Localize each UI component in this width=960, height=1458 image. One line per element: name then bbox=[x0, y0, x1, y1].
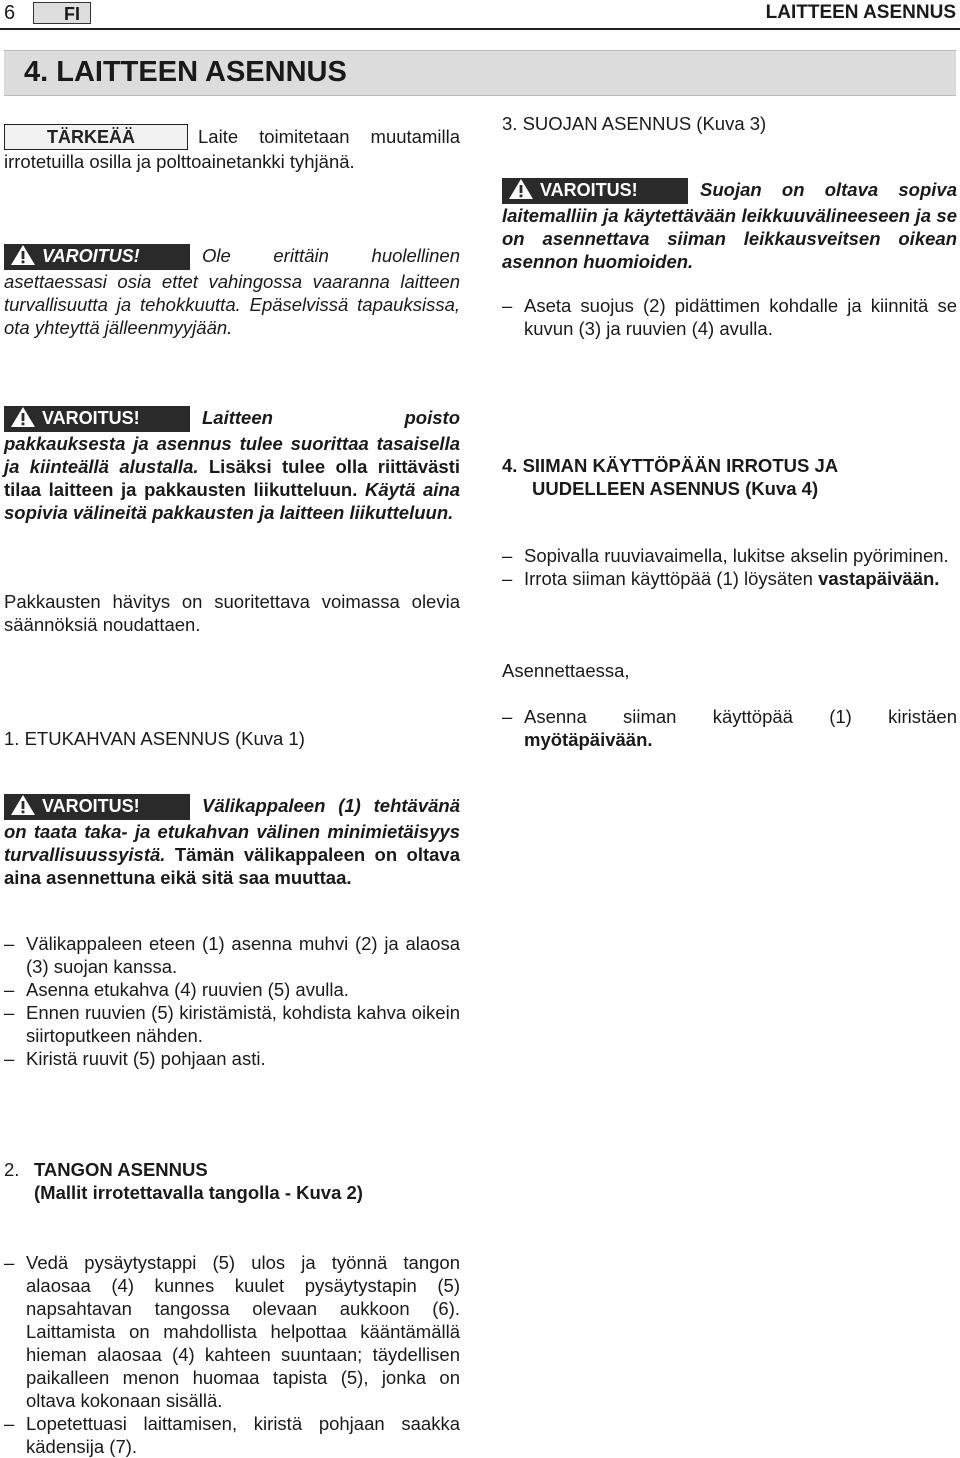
list-item: – Vedä pysäytystappi (5) ulos ja työnnä tangon alaosaa (4) kunnes kuulet pysäytystapin (5) napsahtavan tangossa olevaan aukkoon (6). Laittamista on mahdollista helpottaa kääntämällä hieman alaosaa (4) kahteen suuntaan; täydellisen paikalleen menon huomaa tapista (5), jonka on oltava kokonaan sisällä. bbox=[4, 1251, 460, 1412]
list-item: – Välikappaleen eteen (1) asenna muhvi (2) ja alaosa (3) suojan kanssa. bbox=[4, 932, 460, 978]
header-divider bbox=[0, 28, 960, 30]
section-4-title-line: 4. SIIMAN KÄYTTÖPÄÄN IRROTUS JA bbox=[502, 455, 839, 476]
chapter-title: 4. LAITTEEN ASENNUS bbox=[24, 56, 347, 88]
section-4-reinstall-steps bbox=[502, 705, 957, 751]
step-emphasis: vastapäivään. bbox=[818, 568, 940, 589]
section-2-title-line: TANGON ASENNUS bbox=[34, 1159, 208, 1180]
section-4-title bbox=[502, 454, 957, 500]
warning-guard bbox=[502, 178, 957, 273]
list-item: – Asenna etukahva (4) ruuvien (5) avulla. bbox=[4, 978, 460, 1001]
section-3-steps bbox=[502, 294, 957, 340]
warning-unpacking bbox=[4, 406, 460, 524]
step-text: Asenna siiman käyttöpää (1) kiristäen bbox=[524, 706, 957, 727]
section-3-title: 3. SUOJAN ASENNUS (Kuva 3) bbox=[502, 113, 767, 134]
section-1-steps bbox=[4, 932, 460, 1070]
warning-triangle-icon bbox=[10, 244, 36, 266]
warning-label-text: VAROITUS! bbox=[42, 246, 140, 266]
section-2-title-line: (Mallit irrotettavalla tangolla - Kuva 2) bbox=[34, 1182, 363, 1203]
warning-label bbox=[502, 178, 688, 204]
running-header-title: LAITTEEN ASENNUS bbox=[765, 2, 956, 23]
list-item: – Sopivalla ruuviavaimella, lukitse akselin pyöriminen. bbox=[502, 544, 957, 567]
warning-parts-installation bbox=[4, 244, 460, 339]
section-1-title: 1. ETUKAHVAN ASENNUS (Kuva 1) bbox=[4, 728, 305, 749]
warning-text-part: Laitteen poisto pakkauksesta ja asennus tulee suorittaa tasaisella ja kiinteällä alustalla. bbox=[4, 407, 460, 477]
warning-label-text: VAROITUS! bbox=[42, 796, 140, 816]
section-4-title-line: UUDELLEEN ASENNUS (Kuva 4) bbox=[532, 478, 819, 499]
warning-triangle-icon bbox=[10, 406, 36, 428]
warning-spacer bbox=[4, 794, 460, 889]
language-badge: FI bbox=[33, 2, 91, 24]
warning-triangle-icon bbox=[10, 794, 36, 816]
section-4-steps bbox=[502, 544, 957, 590]
warning-label-text: VAROITUS! bbox=[42, 408, 140, 428]
warning-label bbox=[4, 794, 190, 820]
warning-label bbox=[4, 244, 190, 270]
page-number: 6 bbox=[4, 2, 16, 24]
warning-triangle-icon bbox=[508, 178, 534, 200]
warning-text-part: Käytä aina sopivia välineitä pakkausten ja laitteen liikutteluun. bbox=[4, 479, 461, 523]
list-item: – Aseta suojus (2) pidättimen kohdalle ja kiinnitä se kuvun (3) ja ruuvien (4) avulla. bbox=[502, 294, 957, 340]
warning-label bbox=[4, 406, 190, 432]
step-text: Irrota siiman käyttöpää (1) löysäten bbox=[524, 568, 819, 589]
section-2-title bbox=[4, 1158, 460, 1204]
warning-label-text: VAROITUS! bbox=[540, 180, 638, 200]
warning-text: Suojan on oltava sopiva laitemalliin ja käytettävään leikkuuvälineeseen ja se on asennettava siiman leikkausveitsen oikean asennon huomioiden. bbox=[502, 179, 957, 272]
reinstall-label: Asennettaessa, bbox=[502, 660, 630, 681]
step-emphasis: myötäpäivään. bbox=[524, 729, 653, 750]
list-item: – Lopetettuasi laittamisen, kiristä pohjaan saakka kädensija (7). bbox=[4, 1412, 460, 1458]
warning-text-part: Välikappaleen (1) tehtävänä on taata taka- ja etukahvan välinen minimietäisyys turvallisuussyistä. bbox=[4, 795, 460, 865]
list-item bbox=[502, 567, 957, 590]
important-notice bbox=[4, 124, 460, 173]
list-item: – Kiristä ruuvit (5) pohjaan asti. bbox=[4, 1047, 460, 1070]
important-note-text: Laite toimitetaan muutamilla irrotetuilla osilla ja polttoainetankki tyhjänä. bbox=[4, 126, 460, 172]
warning-text-part: Tämän välikappaleen on oltava aina asennettuna eikä sitä saa muuttaa. bbox=[4, 844, 460, 888]
warning-text-part: Lisäksi tulee olla riittävästi tilaa laitteen ja pakkausten liikutteluun. bbox=[4, 456, 460, 500]
list-item bbox=[502, 705, 957, 751]
list-item: – Ennen ruuvien (5) kiristämistä, kohdista kahva oikein siirtoputkeen nähden. bbox=[4, 1001, 460, 1047]
warning-text: Ole erittäin huolellinen asettaessasi osia ettet vahingossa vaaranna laitteen turvallisuutta ja tehokkuutta. Epäselvissä tapauksissa, ota yhteyttä jälleenmyyjään. bbox=[4, 245, 460, 338]
important-label: TÄRKEÄÄ bbox=[4, 124, 188, 150]
section-2-number: 2. bbox=[4, 1159, 20, 1180]
disposal-paragraph: Pakkausten hävitys on suoritettava voimassa olevia säännöksiä noudattaen. bbox=[4, 591, 460, 635]
section-2-steps bbox=[4, 1251, 460, 1458]
